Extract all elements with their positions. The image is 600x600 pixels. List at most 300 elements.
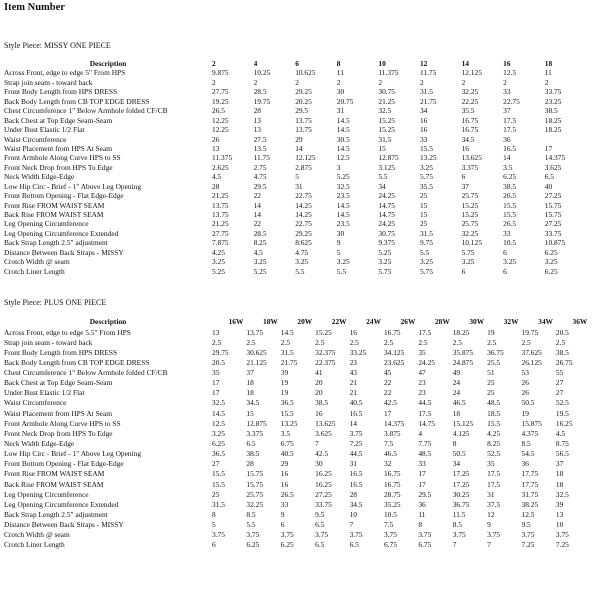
measurement-cell: 7.75 [418,439,432,449]
measurement-cell: 18 [246,388,254,398]
size-header: 12 [419,59,428,69]
measurement-cell: 31.75 [521,489,539,499]
measurement-cell: 11 [336,68,344,78]
table-row [4,201,565,210]
measurement-cell: 16.75 [461,115,479,125]
measurement-cell: 29.5 [253,181,267,191]
measurement-cell: 17.25 [452,469,470,479]
measurement-cell: 2.5 [315,337,325,347]
measurement-cell: 15.75 [246,479,264,489]
measurement-cell: 2 [378,77,383,87]
measurement-cell: 19 [487,327,495,337]
measurement-cell: 22 [383,378,392,388]
measurement-cell: 13.75 [212,200,229,210]
measurement-cell: 48.5 [418,449,432,459]
measurement-cell: 3.75 [315,530,329,540]
measurement-cell: 30 [336,87,345,97]
measurement-cell: 21 [349,388,357,398]
measurement-cell: 31.5 [212,499,225,509]
table-row [4,327,590,337]
measurement-cell: 23.625 [383,357,405,367]
measurement-cell: 4.5 [555,428,566,438]
measurement-cell: 7.25 [555,540,569,550]
row-description: Back Rise FROM WAIST SEAM [4,210,104,220]
measurement-cell: 3 [336,162,341,172]
measurement-cell: 18.25 [544,125,562,135]
table-row [4,219,565,228]
measurement-cell: 10.125 [461,238,482,248]
measurement-cell: 15.75 [544,200,562,210]
measurement-cell: 34 [378,181,386,191]
measurement-cell: 15 [246,408,254,418]
row-description: Front Armhole Along Curve HPS to SS [4,153,121,163]
measurement-cell: 32 [383,459,392,469]
measurement-cell: 36 [418,499,426,509]
measurement-cell: 11.75 [253,153,270,163]
measurement-cell: 18 [452,408,461,418]
row-description: Front Rise FROM WAIST SEAM [4,469,105,479]
measurement-cell: 29 [280,459,289,469]
measurement-cell: 44.5 [418,398,432,408]
measurement-cell: 3.75 [349,428,363,438]
measurement-cell: 26 [521,378,529,388]
measurement-cell: 34.5 [349,499,363,509]
table-row [4,337,590,347]
measurement-cell: 9.5 [315,510,325,520]
measurement-cell: 16.75 [383,479,401,489]
measurement-cell: 29.25 [295,228,312,238]
measurement-cell: 28.75 [383,489,401,499]
table-row [4,418,590,428]
measurement-cell: 3.25 [295,257,309,267]
measurement-cell: 3.25 [419,162,433,172]
measurement-cell: 5.25 [336,172,350,182]
measurement-cell: 34.5 [246,398,260,408]
measurement-cell: 35.5 [461,106,475,116]
measurement-cell: 21 [349,378,357,388]
measurement-cell: 3.625 [544,162,562,172]
measurement-cell: 50.5 [521,398,535,408]
measurement-cell: 20.5 [555,327,569,337]
measurement-cell: 31.5 [280,347,294,357]
row-description: Front Rise FROM WAIST SEAM [4,200,105,210]
measurement-cell: 42.5 [383,398,397,408]
measurement-cell: 13 [253,125,261,135]
measurement-cell: 6.5 [246,439,256,449]
measurement-cell: 6 [280,520,285,530]
measurement-cell: 35 [418,347,426,357]
measurement-cell: 15 [419,200,428,210]
measurement-cell: 21.25 [378,96,396,106]
measurement-cell: 11.5 [452,510,466,520]
measurement-cell: 40.5 [280,449,294,459]
measurement-cell: 23 [418,378,426,388]
measurement-cell: 6 [503,247,507,257]
measurement-cell: 14.75 [378,200,396,210]
measurement-cell: 13.75 [295,115,312,125]
measurement-cell: 12.875 [378,153,399,163]
measurement-cell: 3.25 [419,257,433,267]
measurement-cell: 32.5 [212,398,225,408]
table-row [4,229,565,238]
measurement-cell: 3.25 [212,428,225,438]
measurement-cell: 37 [246,368,254,378]
measurement-cell: 21.75 [419,96,437,106]
measurement-cell: 6.5 [349,540,359,550]
measurement-cell: 2 [419,77,424,87]
measurement-cell: 31.5 [419,228,433,238]
row-description: Strap join seam - toward back [4,77,93,87]
row-description: Across Front, edge to edge 5.5" From HPS [4,327,131,337]
table-row [4,163,565,172]
measurement-cell: 30 [336,228,345,238]
measurement-cell: 4.25 [487,428,501,438]
row-description: Under Bust Elastic 1/2 Flat [4,388,85,398]
row-description: Crotch Width @ seam [4,257,70,267]
measurement-cell: 47 [418,368,426,378]
description-header: Description [89,59,127,69]
measurement-cell: 17.5 [418,408,432,418]
measurement-cell: 39 [280,368,289,378]
measurement-cell: 30.75 [378,87,396,97]
measurement-cell: 13 [212,327,220,337]
plus-style-label: Style Piece: PLUS ONE PIECE [4,298,107,307]
measurement-cell: 3.625 [315,428,332,438]
measurement-cell: 37 [555,459,564,469]
measurement-cell: 17.5 [418,327,432,337]
measurement-cell: 2.5 [212,337,222,347]
measurement-cell: 12.5 [212,418,225,428]
measurement-cell: 12.5 [521,510,535,520]
measurement-cell: 3.75 [521,530,535,540]
measurement-cell: 19.5 [555,408,569,418]
measurement-cell: 17 [418,469,426,479]
measurement-cell: 2.5 [383,337,394,347]
measurement-cell: 24.25 [378,191,396,201]
measurement-cell: 17.5 [503,125,517,135]
measurement-cell: 52.5 [487,449,501,459]
table-row [4,172,565,181]
table-row [4,87,565,96]
row-description: Waist Placement from HPS At Seam [4,408,112,418]
measurement-cell: 42.5 [315,449,329,459]
measurement-cell: 10.5 [383,510,397,520]
measurement-cell: 28.5 [253,228,267,238]
measurement-cell: 14.5 [212,408,225,418]
table-row [4,97,565,106]
measurement-cell: 53 [521,368,529,378]
size-header: 16W [228,317,244,327]
measurement-cell: 3.25 [378,257,392,267]
measurement-cell: 30.5 [336,134,350,144]
measurement-cell: 23.5 [336,191,350,201]
measurement-cell: 15.25 [378,125,396,135]
measurement-cell: 12.25 [212,125,229,135]
measurement-cell: 33.75 [544,87,562,97]
row-description: Front Bottom Opening - Flat Edge-Edge [4,191,124,201]
measurement-cell: 28 [349,489,357,499]
size-header: 10 [378,59,386,69]
measurement-cell: 31 [349,459,357,469]
measurement-cell: 15.5 [212,479,225,489]
table-row [4,210,565,219]
table-row [4,459,590,469]
item-number-title: Item Number [4,2,65,13]
measurement-cell: 7 [315,439,319,449]
measurement-cell: 24.875 [452,357,474,367]
measurement-cell: 19.75 [521,327,539,337]
measurement-cell: 3.25 [461,257,475,267]
measurement-cell: 35.25 [383,499,401,509]
measurement-cell: 17.25 [452,479,470,489]
size-header: 28W [434,317,450,327]
row-description: Waist Circumference [4,398,67,408]
measurement-cell: 2.5 [487,337,497,347]
row-description: Neck Width Edge-Edge [4,172,75,182]
measurement-cell: 15.5 [503,200,517,210]
row-description: Under Bust Elastic 1/2 Flat [4,125,85,135]
measurement-cell: 6.25 [280,540,294,550]
measurement-cell: 33 [503,87,511,97]
row-description: Leg Opening Circumference Extended [4,499,119,509]
measurement-cell: 14.5 [336,143,350,153]
measurement-cell: 40.5 [349,398,363,408]
measurement-cell: 37.5 [487,499,501,509]
measurement-cell: 45 [383,368,392,378]
row-description: Leg Opening Circumference [4,489,89,499]
table-row [4,449,590,459]
table-row [4,144,565,153]
measurement-cell: 25 [419,219,428,229]
measurement-cell: 14.75 [378,210,396,220]
measurement-cell: 13.75 [295,125,312,135]
measurement-cell: 16 [280,479,289,489]
table-row [4,153,565,162]
measurement-cell: 15.5 [212,469,225,479]
measurement-cell: 38.5 [503,181,517,191]
measurement-cell: 4.75 [295,247,309,257]
row-description: Low Hip Circ - Brief - 1" Above Leg Opening [4,449,142,459]
measurement-cell: 14 [295,143,303,153]
measurement-cell: 27.75 [212,228,229,238]
measurement-cell: 14 [253,200,261,210]
measurement-cell: 27.5 [253,134,267,144]
measurement-cell: 35.875 [452,347,474,357]
measurement-cell: 20.75 [336,96,354,106]
table-row [4,78,565,87]
measurement-cell: 13.25 [280,418,298,428]
table-row [4,479,590,489]
measurement-cell: 6 [212,540,216,550]
measurement-cell: 5.25 [253,266,267,276]
measurement-cell: 3.5 [503,162,513,172]
measurement-cell: 15.25 [461,200,479,210]
size-header: 32W [503,317,519,327]
table-row [4,238,565,247]
measurement-cell: 17 [212,378,220,388]
size-header: 30W [469,317,485,327]
table-row [4,398,590,408]
row-description: Waist Circumference [4,134,67,144]
measurement-cell: 2.625 [212,162,229,172]
measurement-cell: 20 [315,378,323,388]
measurement-cell: 13 [253,115,261,125]
row-description: Leg Opening Circumference Extended [4,228,119,238]
measurement-cell: 17 [383,408,392,418]
measurement-cell: 6.25 [544,247,558,257]
measurement-cell: 3.125 [378,162,396,172]
measurement-cell: 3.75 [212,530,225,540]
measurement-cell: 9.5 [521,520,531,530]
measurement-cell: 37 [461,181,469,191]
measurement-cell: 23.25 [544,96,562,106]
measurement-cell: 10.5 [503,238,517,248]
measurement-cell: 12.125 [461,68,482,78]
measurement-cell: 19.75 [253,96,271,106]
measurement-cell: 28 [212,181,220,191]
measurement-cell: 13.25 [419,153,437,163]
size-header: 8 [336,59,341,69]
measurement-cell: 15.125 [452,418,474,428]
measurement-cell: 6.5 [315,520,325,530]
row-description: Front Armhole Along Curve HPS to SS [4,418,121,428]
measurement-cell: 16 [419,125,428,135]
measurement-cell: 33.25 [349,347,367,357]
measurement-cell: 4.375 [521,428,539,438]
measurement-cell: 9.875 [212,68,229,78]
measurement-cell: 17 [544,143,553,153]
measurement-cell: 27.25 [544,219,562,229]
measurement-cell: 17.5 [503,115,517,125]
measurement-cell: 20 [315,388,323,398]
measurement-cell: 22 [383,388,392,398]
missy-style-label: Style Piece: MISSY ONE PIECE [4,41,111,50]
measurement-cell: 7 [452,540,457,550]
table-row [4,125,565,134]
measurement-cell: 4.5 [253,247,263,257]
measurement-cell: 36 [503,134,511,144]
measurement-cell: 13.75 [212,210,229,220]
measurement-cell: 5 [212,520,216,530]
row-description: Distance Between Back Straps - MISSY [4,247,124,257]
measurement-cell: 16.5 [349,469,363,479]
measurement-cell: 6.5 [544,172,554,182]
measurement-cell: 21.125 [246,357,267,367]
size-header: 2 [212,59,216,69]
measurement-cell: 11.375 [378,68,399,78]
measurement-cell: 18.25 [452,327,470,337]
measurement-cell: 16.5 [349,479,363,489]
measurement-cell: 8.25 [253,238,267,248]
measurement-cell: 5.25 [212,266,225,276]
measurement-cell: 16.75 [461,125,479,135]
size-header: 6 [295,59,299,69]
measurement-cell: 25.75 [246,489,264,499]
measurement-cell: 15 [378,143,386,153]
row-description: Back Chest at Top Edge Seam-Seam [4,115,113,125]
measurement-cell: 2 [544,77,549,87]
measurement-cell: 4.5 [212,172,222,182]
measurement-cell: 14.5 [336,125,350,135]
table-row [4,106,565,115]
measurement-cell: 54.5 [521,449,535,459]
measurement-cell: 16 [315,408,323,418]
measurement-cell: 13.625 [315,418,336,428]
measurement-cell: 3.75 [280,530,294,540]
measurement-cell: 2.5 [521,337,531,347]
measurement-cell: 9.375 [378,238,396,248]
measurement-cell: 8 [212,510,216,520]
measurement-cell: 6.25 [544,266,558,276]
missy-size-table [4,59,565,276]
measurement-cell [545,135,565,144]
measurement-cell: 38.5 [544,106,558,116]
measurement-cell: 12.5 [336,153,350,163]
table-row [4,530,590,540]
measurement-cell: 16.5 [349,408,363,418]
measurement-cell: 34 [452,459,461,469]
measurement-cell: 2 [212,77,216,87]
measurement-cell: 7.875 [212,238,229,248]
measurement-cell: 32.5 [378,106,392,116]
measurement-cell: 21.25 [212,191,229,201]
measurement-cell: 3.75 [487,530,501,540]
measurement-cell: 31 [295,181,303,191]
size-header: 34W [538,317,553,327]
measurement-cell: 52.5 [555,398,569,408]
measurement-cell: 2.5 [452,337,462,347]
row-description: Crotch Liner Length [4,540,65,550]
measurement-cell: 6 [461,266,466,276]
measurement-cell: 22.75 [295,219,312,229]
measurement-cell: 32.25 [246,499,264,509]
row-description: Across Front, edge to edge 5" From HPS [4,68,126,78]
size-header: 26W [400,317,416,327]
measurement-cell: 9.75 [419,238,433,248]
measurement-cell: 12.875 [246,418,267,428]
measurement-cell: 40 [544,181,553,191]
measurement-cell: 19 [280,388,289,398]
measurement-cell: 3.75 [418,530,432,540]
measurement-cell: 18 [246,378,254,388]
measurement-cell: 18.25 [544,115,562,125]
table-row [4,267,565,276]
measurement-cell: 21.25 [212,219,229,229]
measurement-cell: 44.5 [349,449,363,459]
measurement-cell: 33.75 [315,499,332,509]
measurement-cell: 3.25 [503,257,517,267]
measurement-cell: 15.75 [246,469,264,479]
measurement-cell: 18 [555,469,564,479]
measurement-cell: 16.75 [383,469,401,479]
measurement-cell: 48.5 [487,398,501,408]
table-row [4,429,590,439]
measurement-cell: 3.75 [555,530,569,540]
measurement-cell: 3.75 [246,530,260,540]
measurement-cell: 14.25 [295,210,312,220]
measurement-cell: 12 [487,510,495,520]
measurement-cell: 5.5 [419,247,430,257]
measurement-cell: 26.75 [555,357,573,367]
measurement-cell: 35 [212,368,220,378]
measurement-cell: 16.25 [555,418,573,428]
table-row [4,191,565,200]
size-header: 22W [331,317,347,327]
measurement-cell: 3.25 [212,257,225,267]
row-description: Chest Circumference 1" Below Armhole folded CF/CB [4,106,168,116]
measurement-cell: 12.5 [503,68,517,78]
measurement-cell: 15.5 [503,210,517,220]
